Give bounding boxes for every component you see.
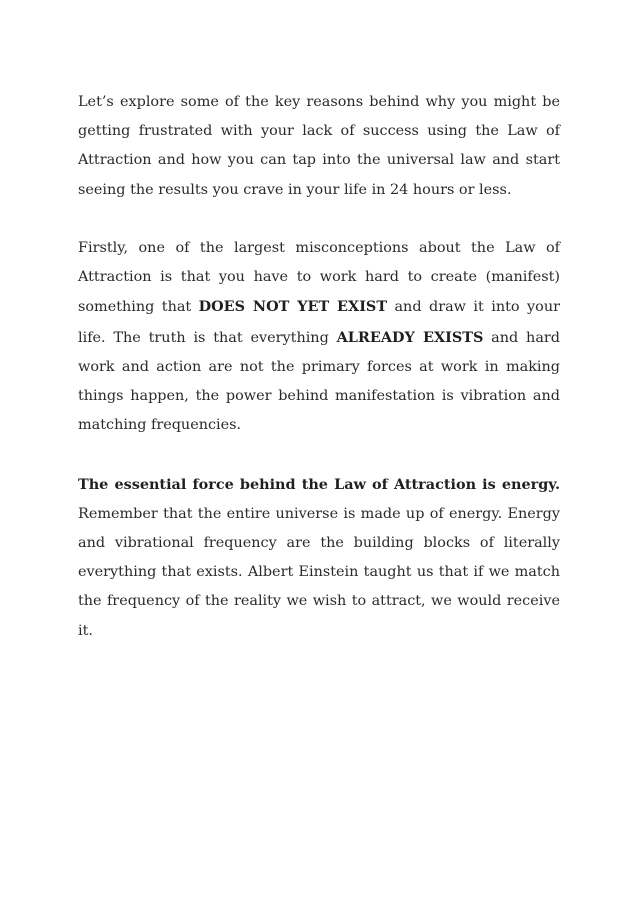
emphasis-does-not-yet-exist: DOES NOT YET EXIST bbox=[198, 298, 388, 316]
paragraph-misconception-text-1: Firstly, one of the largest misconceptions about the Law of Attraction is that you have to work hard to create (manifest) something that bbox=[78, 240, 560, 316]
emphasis-already-exists: ALREADY EXISTS bbox=[336, 328, 484, 346]
paragraph-energy bbox=[78, 470, 560, 646]
document-body bbox=[78, 88, 560, 675]
paragraph-misconception bbox=[78, 234, 560, 440]
paragraph-misconception-text-3: and hard work and action are not the primary forces at work in making things happen, the power behind manifestation is vibration and matching frequencies. bbox=[78, 329, 560, 434]
paragraph-intro bbox=[78, 88, 560, 205]
emphasis-essential-force: The essential force behind the Law of Attraction is energy. bbox=[78, 475, 560, 493]
paragraph-intro-text: Let’s explore some of the key reasons behind why you might be getting frustrated with your lack of success using the Law of Attraction and how you can tap into the universal law and start seeing the results you crave in your life in 24 hours or less. bbox=[78, 94, 560, 198]
paragraph-misconception-text-2: and draw it into your life. The truth is that everything bbox=[78, 299, 560, 346]
paragraph-energy-text: Remember that the entire universe is made up of energy. Energy and vibrational frequency are the building blocks of literally everything that exists. Albert Einstein taught us that if we match the frequency of the reality we wish to attract, we would receive it. bbox=[78, 505, 560, 639]
